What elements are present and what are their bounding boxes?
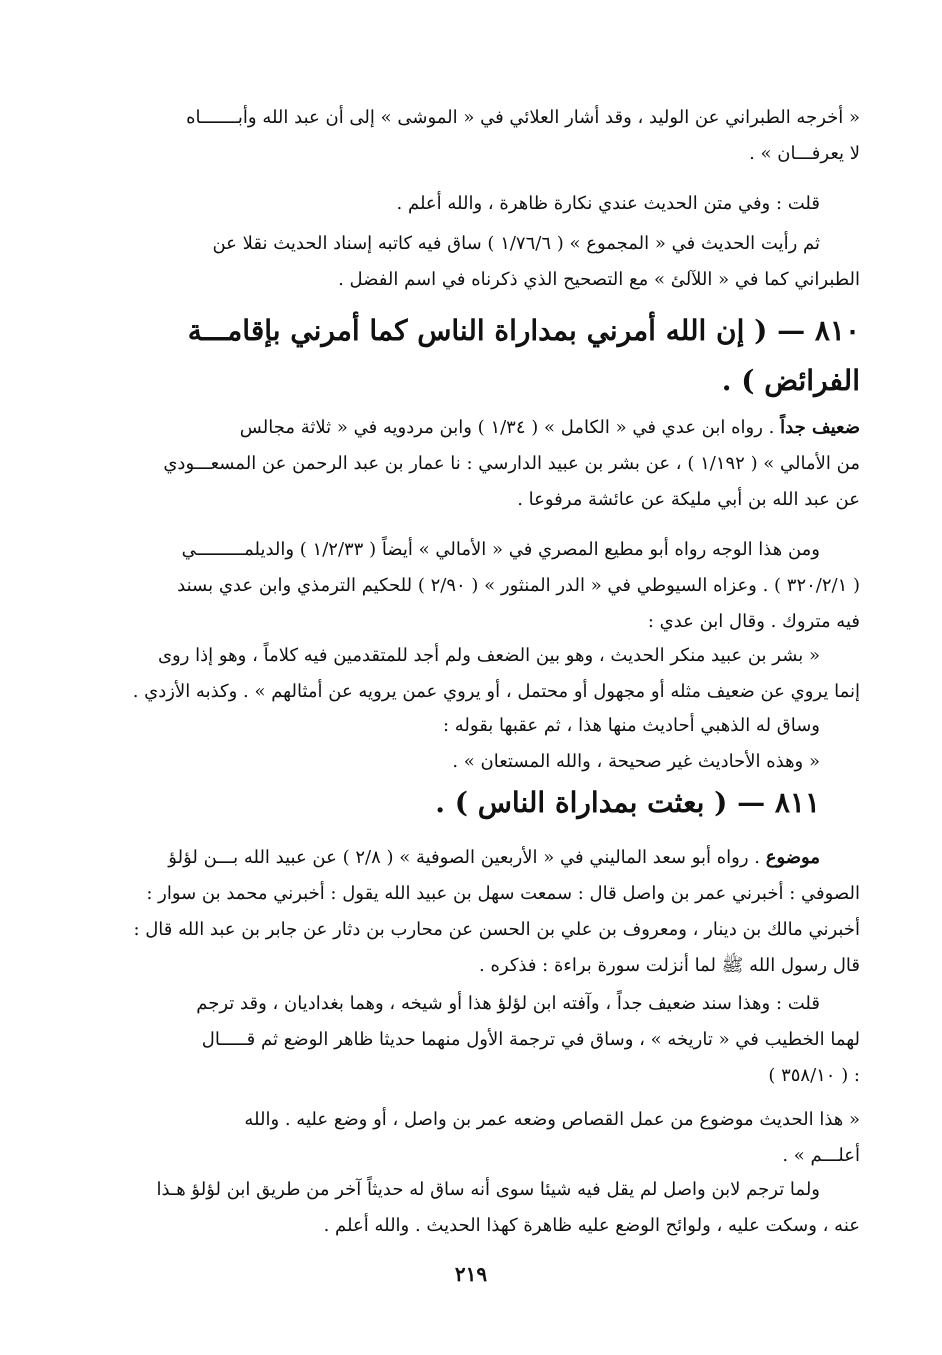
hadith-heading-810 xyxy=(100,306,860,406)
text-line: : ( ٣٥٨/١٠ ) xyxy=(768,1065,860,1086)
text-line: « وهذه الأحاديث غير صحيحة ، والله المستعان » . xyxy=(452,751,820,772)
text-line: أخبرني مالك بن دينار ، ومعروف بن علي بن الحسن عن محارب بن دثار عن جابر بن عبد الله قال : xyxy=(133,919,860,940)
paragraph-5 xyxy=(100,532,860,640)
text-line: ومن هذا الوجه رواه أبو مطيع المصري في « الأمالي » أيضاً ( ١/٢/٣٣ ) والديلمـــــــــي xyxy=(181,539,820,560)
text-line: لهما الخطيب في « تاريخه » ، وساق في ترجمة الأول منهما حديثا ظاهر الوضع ثم قـــــال xyxy=(201,1029,860,1050)
text-line: ولما ترجم لابن واصل لم يقل فيه شيئا سوى أنه ساق له حديثاً آخر من طريق ابن لؤلؤ هـذا xyxy=(156,1179,820,1200)
grading-label: ضعيف جداً xyxy=(780,417,860,438)
paragraph-11 xyxy=(100,1172,860,1244)
text-line: قال رسول الله ﷺ لما أنزلت سورة براءة : فذكره . xyxy=(479,955,860,976)
text-line: قلت : وفي متن الحديث عندي نكارة ظاهرة ، والله أعلم . xyxy=(396,193,820,214)
paragraph-9 xyxy=(100,986,860,1094)
text-line: قلت : وهذا سند ضعيف جداً ، وآفته ابن لؤلؤ هذا أو شيخه ، وهما بغداديان ، وقد ترجم xyxy=(196,993,820,1014)
hadith-heading-811 xyxy=(100,778,860,828)
paragraph-7 xyxy=(100,708,860,780)
text-line: عنه ، وسكت عليه ، ولوائح الوضع عليه ظاهرة كهذا الحديث . والله أعلم . xyxy=(323,1215,860,1236)
text-line: من الأمالي » ( ١/١٩٢ ) ، عن بشر بن عبيد الدارسي : نا عمار بن عبد الرحمن عن المسعـــودي xyxy=(163,453,860,474)
text-line: أعلـــم » . xyxy=(782,1145,860,1166)
text-line: « هذا الحديث موضوع من عمل القصاص وضعه عمر بن واصل ، أو وضع عليه . والله xyxy=(244,1109,860,1130)
text-line: لا يعرفـــان » . xyxy=(749,143,860,164)
text-line-rest: . رواه أبو سعد الماليني في « الأربعين الصوفية » ( ٢/٨ ) عن عبيد الله بـــن لؤلؤ xyxy=(168,847,760,868)
heading-line: ٨١١ — ( بعثت بمداراة الناس ) . xyxy=(435,786,820,819)
heading-line: ٨١٠ — ( إن الله أمرني بمداراة الناس كما أمرني بإقامـــة xyxy=(187,314,860,347)
page-number: ٢١٩ xyxy=(454,1262,488,1286)
paragraph-8 xyxy=(100,840,860,984)
text-line: « أخرجه الطبراني عن الوليد ، وقد أشار العلائي في « الموشى » إلى أن عبد الله وأبـــــــاه xyxy=(186,107,860,128)
paragraph-2 xyxy=(100,186,860,222)
text-line: ( ٣٢٠/٢/١ ) . وعزاه السيوطي في « الدر المنثور » ( ٢/٩٠ ) للحكيم الترمذي وابن عدي بسند xyxy=(177,575,860,596)
text-line xyxy=(100,840,860,876)
paragraph-10 xyxy=(100,1102,860,1174)
grading-label: موضوع xyxy=(765,847,820,868)
text-line: إنما يروي عن ضعيف مثله أو مجهول أو محتمل ، أو يروي عمن يرويه عن أمثالهم » . وكذبه الأزدي . xyxy=(132,681,860,702)
paragraph-6 xyxy=(100,638,860,710)
paragraph-1 xyxy=(100,100,860,172)
text-line: فيه متروك . وقال ابن عدي : xyxy=(647,611,860,632)
text-line: وساق له الذهبي أحاديث منها هذا ، ثم عقبها بقوله : xyxy=(442,715,820,736)
heading-line: الفرائض ) . xyxy=(721,364,860,397)
paragraph-4 xyxy=(100,410,860,518)
text-line: عن عبد الله بن أبي مليكة عن عائشة مرفوعا . xyxy=(517,489,860,510)
text-line-rest: . رواه ابن عدي في « الكامل » ( ١/٣٤ ) وابن مردويه في « ثلاثة مجالس xyxy=(239,417,775,438)
paragraph-3 xyxy=(100,226,860,298)
text-line: ثم رأيت الحديث في « المجموع » ( ١/٧٦/٦ ) ساق فيه كاتبه إسناد الحديث نقلا عن xyxy=(212,233,820,254)
text-line: « بشر بن عبيد منكر الحديث ، وهو بين الضعف ولم أجد للمتقدمين فيه كلاماً ، وهو إذا روى xyxy=(157,645,820,666)
text-line: الصوفي : أخبرني عمر بن واصل قال : سمعت سهل بن عبيد الله يقول : أخبرني محمد بن سوار : xyxy=(146,883,860,904)
text-line: الطبراني كما في « اللآلئ » مع التصحيح الذي ذكرناه في اسم الفضل . xyxy=(338,269,860,290)
text-line xyxy=(100,410,860,446)
